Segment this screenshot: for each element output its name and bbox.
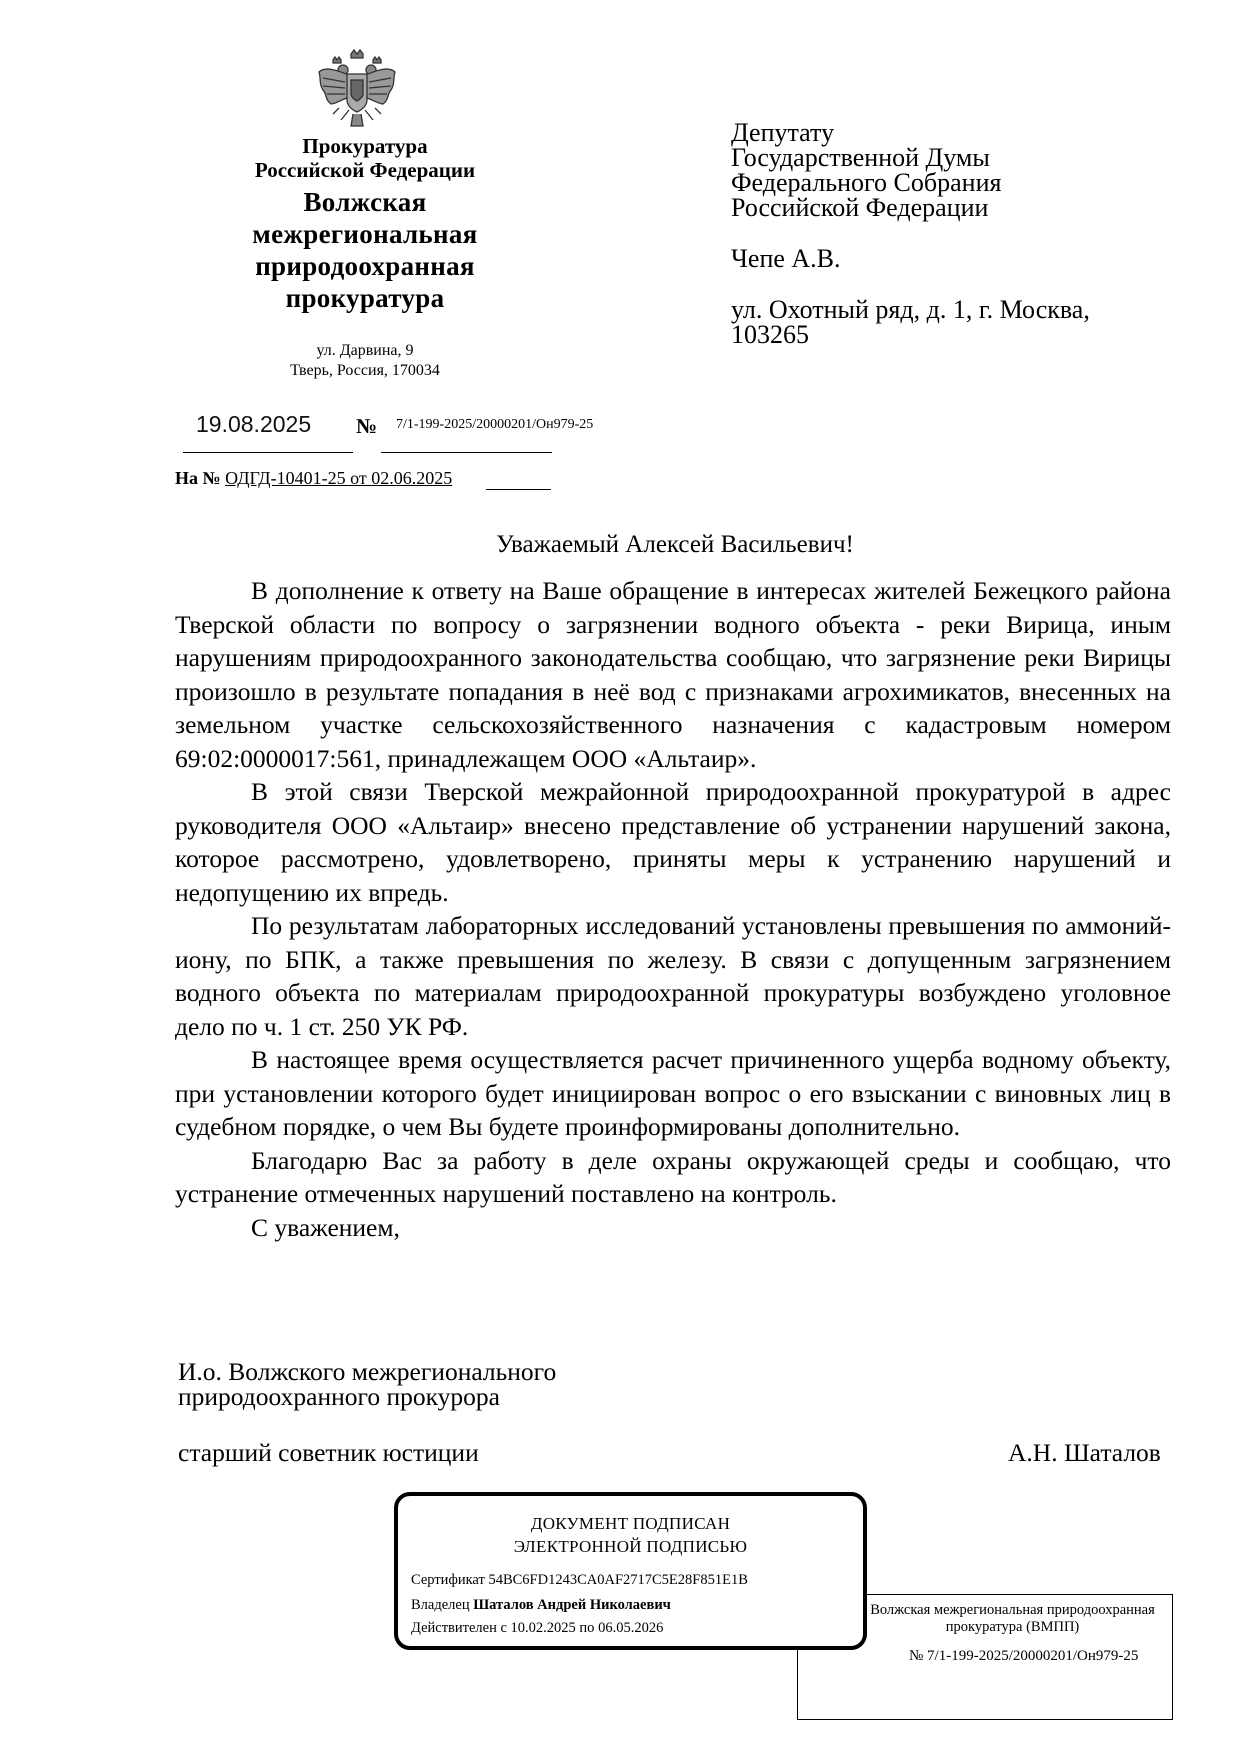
- body-paragraph: В этой связи Тверской межрайонной природоохранной прокуратурой в адрес руководителя ООО «Альтаир» внесено представление об устранении нарушений закона, которое рассмотрено, удовлетворено, приняты меры к устранению нарушений и недопущению их впредь.: [175, 777, 1171, 907]
- sender-org-line1: Прокуратура: [302, 134, 428, 158]
- addressee-position-line: Депутату: [731, 118, 835, 147]
- sender-address-city: Тверь, Россия, 170034: [290, 362, 440, 379]
- e-signature-title-line1: ДОКУМЕНТ ПОДПИСАН: [530, 1514, 731, 1533]
- addressee-name: Чепе А.В.: [731, 244, 841, 273]
- signatory-position-line1: И.о. Волжского межрегионального: [178, 1357, 557, 1386]
- reference-prefix: На №: [175, 468, 221, 488]
- addressee-address-line: 103265: [731, 320, 809, 349]
- letter-body: [175, 574, 1171, 1244]
- reference-value: ОДГД-10401-25 от 02.06.2025: [225, 468, 453, 488]
- certificate-label: Сертификат: [411, 1572, 485, 1588]
- body-paragraph: В дополнение к ответу на Ваше обращение в интересах жителей Бежецкого района Тверской области по вопросу о загрязнении водного объекта - реки Вирица, иным нарушениям природоохранного законодательства сообщаю, что загрязнение реки Вирицы произошло в результате попадания в неё вод с признаками агрохимикатов, внесенных на земельном участке сельскохозяйственного назначения с кадастровым номером 69:02:0000017:561, принадлежащем ООО «Альтаир».: [175, 576, 1171, 773]
- owner-label: Владелец: [411, 1597, 470, 1613]
- sender-org-name-line: Волжская: [303, 187, 427, 217]
- body-paragraph: В настоящее время осуществляется расчет причиненного ущерба водному объекту, при установлении которого будет инициирован вопрос о его взыскании с виновных лиц в судебном порядке, о чем Вы будете проинформированы дополнительно.: [175, 1045, 1171, 1141]
- addressee-position: [731, 120, 1001, 220]
- sender-org-name-line: прокуратура: [285, 283, 445, 313]
- reference-underline: [486, 489, 551, 490]
- addressee-address: [731, 297, 1090, 347]
- valid-from: 10.02.2025: [510, 1620, 576, 1636]
- date-underline: [183, 452, 353, 453]
- validity-row: [411, 1620, 663, 1637]
- registration-number-sign: №: [356, 414, 378, 438]
- owner-value: Шаталов Андрей Николаевич: [473, 1597, 671, 1613]
- valid-label: Действителен с: [411, 1620, 507, 1636]
- reference-line: [175, 468, 452, 489]
- signatory-position-line2: природоохранного прокурора: [178, 1382, 500, 1411]
- addressee-address-line: ул. Охотный ряд, д. 1, г. Москва,: [731, 295, 1090, 324]
- registration-stamp-number: № 7/1-199-2025/20000201/Он979-25: [909, 1648, 1139, 1664]
- owner-row: [411, 1597, 671, 1614]
- closing-phrase: С уважением,: [251, 1212, 400, 1242]
- salutation: Уважаемый Алексей Васильевич!: [496, 531, 854, 558]
- certificate-row: [411, 1572, 748, 1589]
- signatory-name: А.Н. Шаталов: [1008, 1438, 1161, 1467]
- addressee-position-line: Российской Федерации: [731, 193, 989, 222]
- sender-org-name: [175, 186, 555, 314]
- certificate-value: 54BC6FD1243CA0AF2717C5E28F851E1B: [488, 1572, 748, 1588]
- e-signature-title-line2: ЭЛЕКТРОННОЙ ПОДПИСЬЮ: [513, 1537, 748, 1556]
- body-paragraph: По результатам лабораторных исследований установлены превышения по аммоний-иону, по БПК, а также превышения по железу. В связи с допущенным загрязнением водного объекта по материалам природоохранной прокуратуры возбуждено уголовное дело по ч. 1 ст. 250 УК РФ.: [175, 911, 1171, 1041]
- number-underline: [381, 452, 552, 453]
- sender-org-line2: Российской Федерации: [254, 158, 476, 182]
- addressee-position-line: Федерального Собрания: [731, 168, 1002, 197]
- sender-org-name-line: межрегиональная: [252, 219, 478, 249]
- registration-date: 19.08.2025: [196, 411, 312, 437]
- sender-address-street: ул. Дарвина, 9: [316, 342, 414, 359]
- valid-to-label: по: [579, 1620, 595, 1636]
- coat-of-arms-emblem: [315, 48, 399, 130]
- signatory-rank: старший советник юстиции: [178, 1438, 479, 1467]
- valid-to: 06.05.2026: [598, 1620, 664, 1636]
- body-paragraph: Благодарю Вас за работу в деле охраны окружающей среды и сообщаю, что устранение отмеченных нарушений поставлено на контроль.: [175, 1145, 1171, 1208]
- registration-number: 7/1-199-2025/20000201/Он979-25: [396, 417, 594, 432]
- addressee-position-line: Государственной Думы: [731, 143, 990, 172]
- sender-org-name-line: природоохранная: [255, 251, 475, 281]
- registration-stamp-org: Волжская межрегиональная природоохранная прокуратура (ВМПП): [870, 1602, 1155, 1635]
